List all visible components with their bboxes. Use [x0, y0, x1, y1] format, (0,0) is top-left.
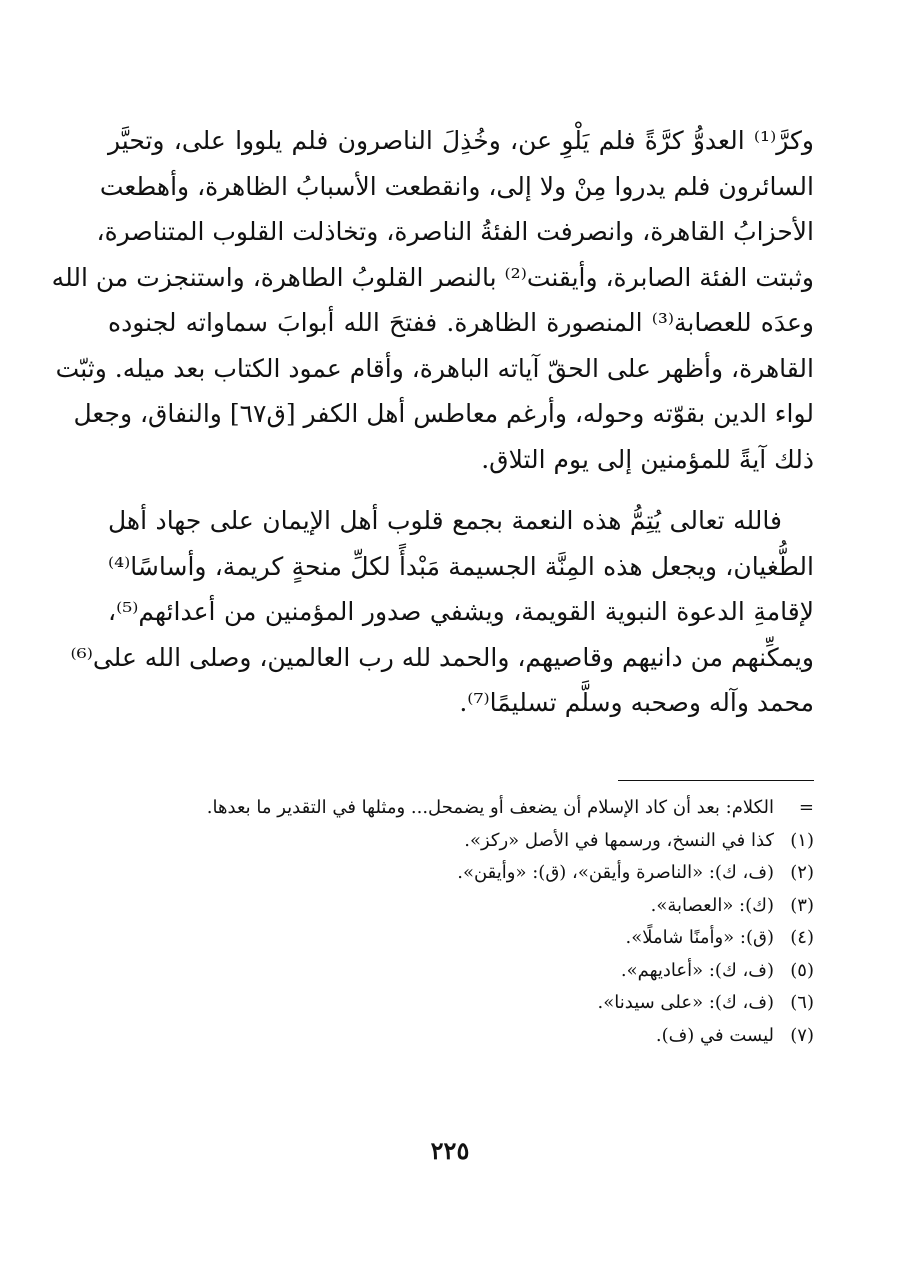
text-line: محمد وآله وصحبه وسلَّم تسليمًا⁽⁷⁾. [459, 688, 814, 717]
footnote-text: الكلام: بعد أن كاد الإسلام أن يضعف أو يضمحل... ومثلها في التقدير ما بعدها. [206, 797, 774, 818]
text-line: وكرَّ⁽¹⁾ العدوُّ كرَّةً فلم يَلْوِ عن، وخُذِلَ الناصرون فلم يلووا على، وتحيَّر [108, 126, 814, 155]
footnotes [108, 792, 814, 1052]
footnote-item [108, 1020, 814, 1053]
text-line: وعدَه للعصابة⁽³⁾ المنصورة الظاهرة. ففتحَ الله أبوابَ سماواته لجنوده [108, 308, 814, 337]
continuation-mark: = [798, 797, 814, 818]
footnote-text: ليست في (ف). [655, 1024, 774, 1046]
page-number: ٢٢٥ [430, 1136, 470, 1165]
footnote-number: (٥) [790, 959, 814, 981]
text-line: وثبتت الفئة الصابرة، وأيقنت⁽²⁾ بالنصر القلوبُ الطاهرة، واستنجزت من الله [51, 262, 814, 292]
text-line: الطُّغيان، ويجعل هذه المِنَّة الجسيمة مَبْدأً لكلِّ منحةٍ كريمة، وأساسًا⁽⁴⁾ [108, 551, 814, 581]
footnote-text: (ف، ك): «أعاديهم». [620, 959, 774, 981]
footnote-number: (٤) [790, 927, 814, 948]
footnote-text: (ك): «العصابة». [650, 894, 774, 916]
footnote-text: (ف، ك): «الناصرة وأيقن»، (ق): «وأيقن». [457, 862, 774, 883]
footnote-item [108, 825, 814, 858]
text-line: السائرون فلم يدروا مِنْ ولا إلى، وانقطعت الأسبابُ الظاهرة، وأهطعت [99, 171, 814, 201]
footnote-text: (ق): «وأمنًا شاملًا». [625, 927, 774, 948]
footnote-number: (١) [790, 829, 814, 851]
text-line: ذلك آيةً للمؤمنين إلى يوم التلاق. [481, 444, 814, 474]
footnote-item [108, 987, 814, 1020]
text-line: لإقامةِ الدعوة النبوية القويمة، ويشفي صدور المؤمنين من أعدائهم⁽⁵⁾، [108, 597, 814, 626]
footnote-number: (٢) [790, 862, 814, 883]
main-text [51, 118, 814, 726]
text-line: لواء الدين بقوّته وحوله، وأرغم معاطس أهل الكفر [ق٦٧] والنفاق، وجعل [73, 399, 814, 428]
footnote-text: كذا في النسخ، ورسمها في الأصل «ركز». [464, 829, 774, 851]
footnote-item [108, 857, 814, 890]
paragraph-gap [108, 482, 814, 498]
footnote-number: (٧) [790, 1024, 814, 1046]
footnote-number: (٣) [790, 894, 814, 916]
footnote-separator [618, 780, 814, 781]
text-line: ويمكِّنهم من دانيهم وقاصيهم، والحمد لله رب العالمين، وصلى الله على⁽⁶⁾ [70, 642, 814, 672]
text-line: الأحزابُ القاهرة، وانصرفت الفئةُ الناصرة، وتخاذلت القلوب المتناصرة، [96, 217, 814, 246]
text-line: فالله تعالى يُتِمُّ هذه النعمة بجمع قلوب أهل الإيمان على جهاد أهل [108, 506, 782, 535]
footnote-text: (ف، ك): «على سيدنا». [597, 992, 774, 1013]
footnote-number: (٦) [790, 992, 814, 1013]
footnote-item [108, 922, 814, 955]
footnote-item [108, 955, 814, 988]
text-line: القاهرة، وأظهر على الحقّ آياته الباهرة، وأقام عمود الكتاب بعد ميله. وثبّت [55, 353, 814, 383]
footnote-item [108, 890, 814, 923]
footnote-continuation [108, 792, 814, 825]
